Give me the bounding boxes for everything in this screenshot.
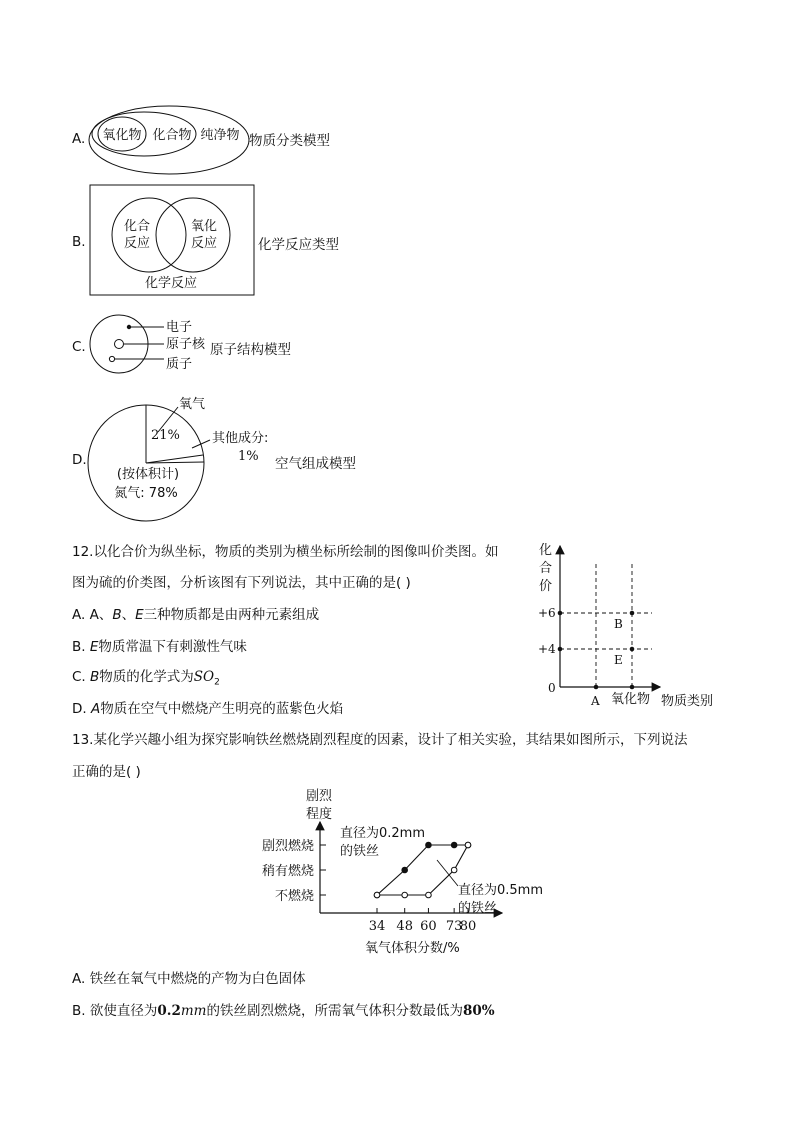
svg-text:氧化物: 氧化物 — [611, 692, 651, 707]
reaction-type-diagram — [89, 184, 257, 297]
inner-label: 氧化物 — [102, 128, 142, 143]
q12-stem-line1: 12.以化合价为纵坐标，物质的类别为横坐标所绘制的图像叫价类图。如 — [72, 544, 499, 560]
svg-text:化: 化 — [539, 543, 553, 558]
series-02-label-2: 的铁丝 — [340, 844, 380, 859]
q12-option-a: A. A、B、E三种物质都是由两种元素组成 — [72, 607, 320, 623]
x-tick-label: 34 — [368, 919, 386, 934]
svg-text:21%: 21% — [151, 428, 180, 443]
series-point-1 — [374, 892, 380, 898]
option-a-letter: A. — [72, 131, 86, 147]
series-05-label-1: 直径为0.5mm — [458, 883, 544, 898]
svg-text:化学反应: 化学反应 — [144, 276, 198, 291]
proton-label: 质子 — [166, 357, 193, 372]
right-circle — [156, 198, 230, 272]
y-category-label: 不燃烧 — [274, 889, 314, 904]
svg-text:A: A — [591, 694, 600, 708]
nucleus-circle — [115, 340, 124, 349]
y-axis-label-2: 程度 — [306, 807, 333, 822]
svg-text:+6: +6 — [538, 606, 556, 620]
option-b-caption: 化学反应类型 — [258, 237, 339, 253]
option-d-caption: 空气组成模型 — [275, 456, 356, 472]
series-02-label-1: 直径为0.2mm — [340, 826, 426, 841]
svg-text:氧气: 氧气 — [179, 397, 206, 412]
series-point-0 — [402, 867, 408, 873]
svg-text:价: 价 — [539, 579, 553, 594]
option-c-caption: 原子结构模型 — [210, 342, 291, 358]
electron-dot — [127, 325, 131, 329]
option-a-caption: 物质分类模型 — [249, 133, 330, 149]
q12-option-c: C. B物质的化学式为$SO_2$ — [72, 669, 220, 688]
series-point-0 — [451, 842, 457, 848]
option-b-letter: B. — [72, 234, 86, 250]
q13-stem-line1: 13.某化学兴趣小组为探究影响铁丝燃烧剧烈程度的因素，设计了相关实验，其结果如图所示，下列说法 — [72, 732, 688, 748]
middle-label: 化合物 — [152, 128, 192, 143]
svg-text:电子: 电子 — [166, 320, 193, 335]
svg-text:反应: 反应 — [190, 236, 218, 251]
q13-option-a: A. 铁丝在氧气中燃烧的产物为白色固体 — [72, 971, 306, 987]
svg-text:B: B — [614, 617, 623, 631]
svg-text:氧化: 氧化 — [190, 219, 218, 234]
x-tick-label: 80 — [459, 919, 477, 934]
svg-text:+4: +4 — [538, 642, 556, 656]
series-point-1 — [465, 842, 471, 848]
svg-text:E: E — [614, 653, 623, 667]
svg-text:反应: 反应 — [123, 236, 151, 251]
series-point-1 — [451, 867, 457, 873]
proton-circle — [109, 356, 114, 361]
series-point-1 — [402, 892, 408, 898]
series-point-0 — [426, 842, 432, 848]
q12-option-d: D. A物质在空气中燃烧产生明亮的蓝紫色火焰 — [72, 701, 344, 717]
option-c-letter: C. — [72, 339, 86, 355]
svg-text:合: 合 — [539, 561, 553, 576]
svg-text:1%: 1% — [238, 449, 259, 464]
y-category-label: 剧烈燃烧 — [261, 839, 314, 854]
svg-text:物质类别: 物质类别 — [661, 694, 714, 709]
x-tick-label: 48 — [396, 919, 413, 934]
x-tick-label: 60 — [420, 919, 437, 934]
svg-text:0: 0 — [548, 681, 556, 695]
outer-label: 纯净物 — [200, 128, 240, 143]
q13-stem-line2: 正确的是( ) — [72, 764, 141, 780]
q12-option-b: B. E物质常温下有刺激性气味 — [72, 639, 247, 655]
svg-text:其他成分:: 其他成分: — [212, 431, 269, 446]
left-circle — [112, 198, 186, 272]
svg-text:化合: 化合 — [123, 219, 151, 234]
sulfur-valence-chart — [528, 536, 728, 714]
point-e — [630, 647, 635, 652]
y-category-label: 稍有燃烧 — [261, 864, 314, 879]
x-tick-label: 73 — [445, 919, 463, 934]
series-05-label-2: 的铁丝 — [458, 901, 498, 916]
svg-text:氮气: 78%: 氮气: 78% — [114, 486, 178, 501]
y-axis-label-1: 剧烈 — [306, 789, 333, 804]
q12-stem-line2: 图为硫的价类图，分析该图有下列说法，其中正确的是( ) — [72, 575, 411, 591]
x-axis-label: 氧气体积分数/% — [365, 941, 460, 956]
svg-text:(按体积计): (按体积计) — [116, 467, 180, 482]
iron-wire-combustion-chart — [240, 782, 550, 960]
air-composition-pie — [86, 392, 286, 524]
series-point-1 — [426, 892, 432, 898]
q13-option-b: B. 欲使直径为0.2mm的铁丝剧烈燃烧，所需氧气体积分数最低为80% — [72, 1003, 495, 1019]
classification-model-diagram — [86, 104, 256, 176]
option-d-letter: D. — [72, 452, 87, 468]
svg-text:原子核: 原子核 — [166, 337, 206, 352]
point-b — [630, 611, 635, 616]
